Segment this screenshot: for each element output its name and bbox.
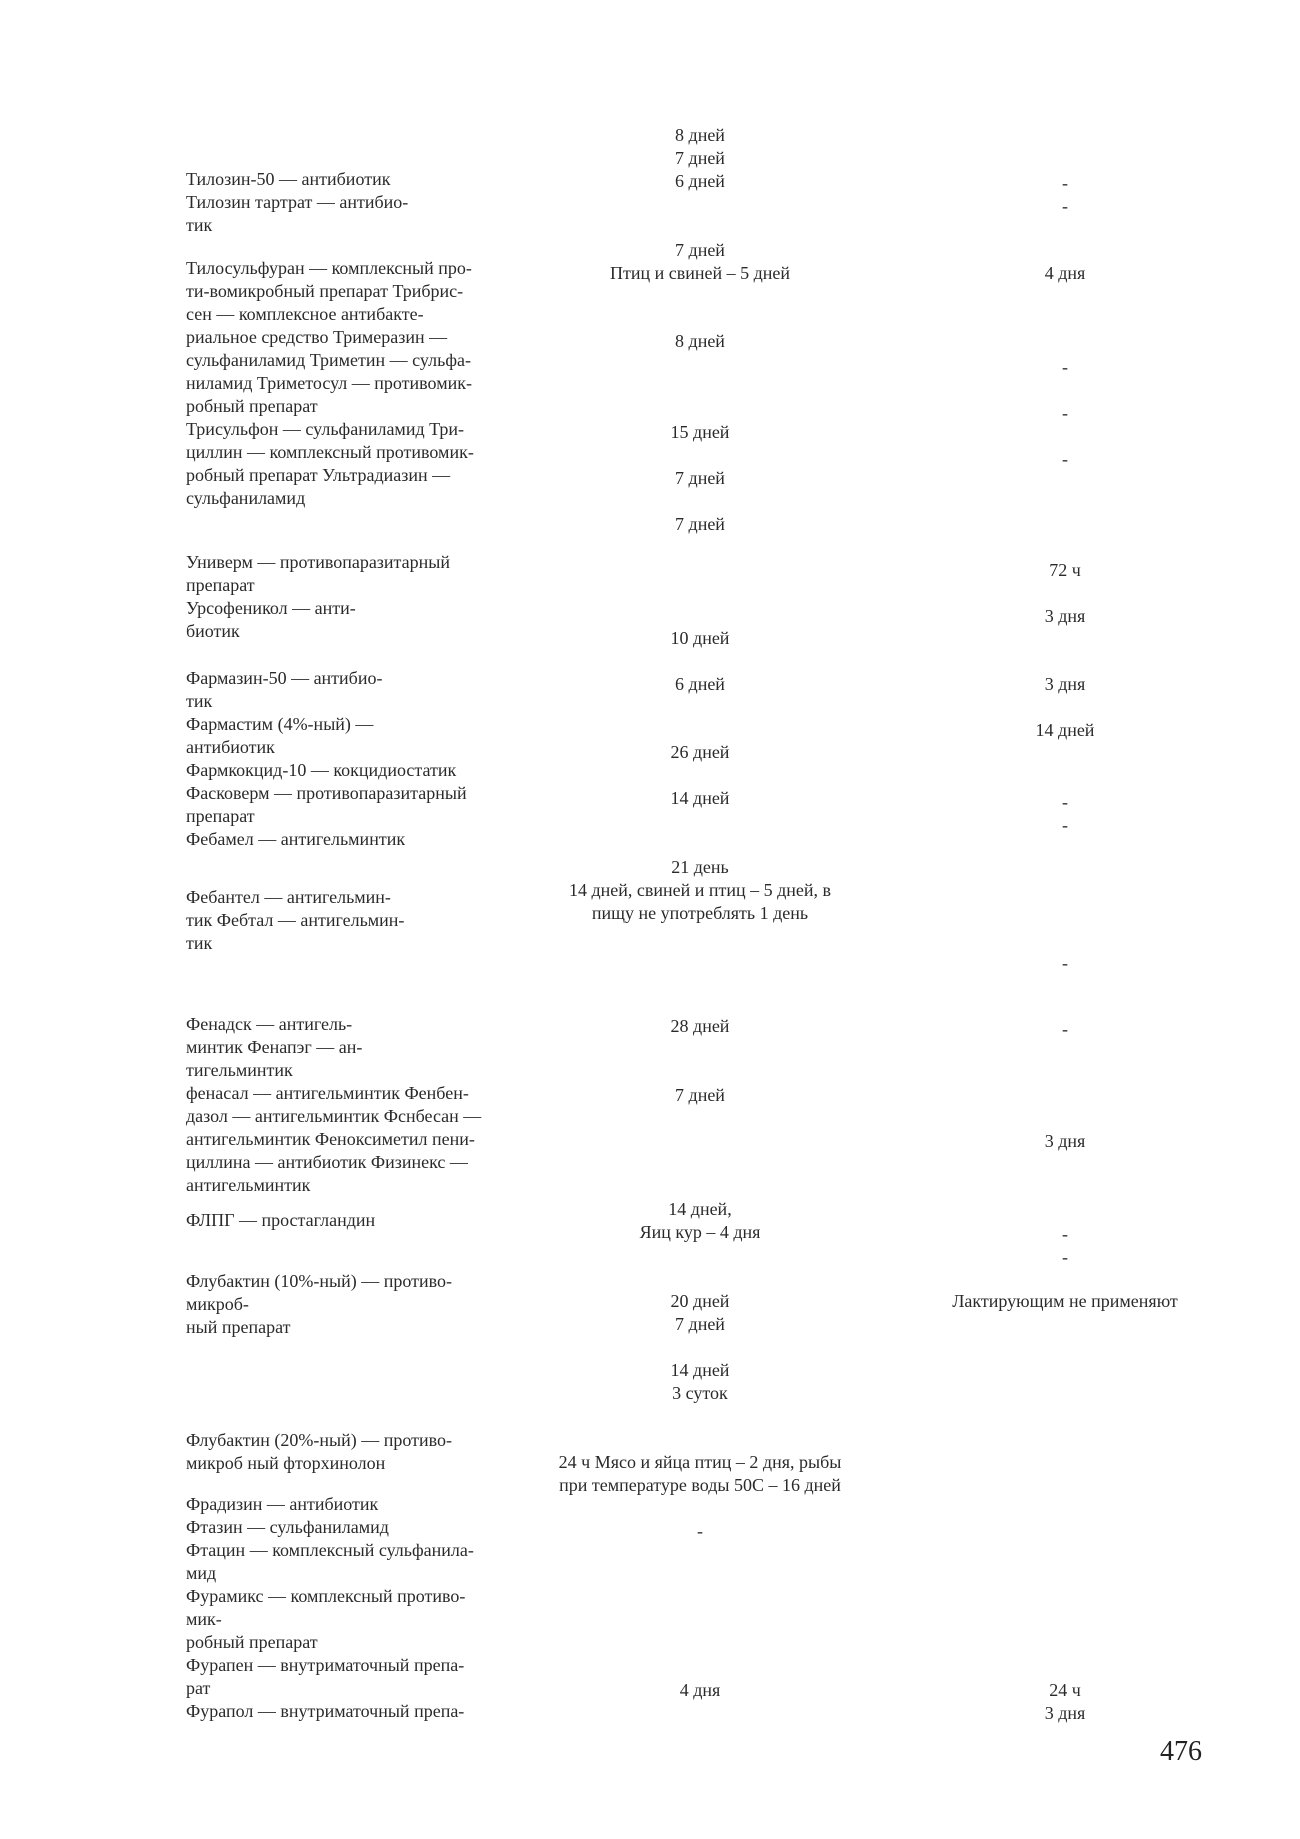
drug-name-line: Флубактин (10%-ный) — противо-	[186, 1271, 452, 1291]
withdrawal-period: 14 дней	[670, 788, 730, 808]
drug-name-line: микроб-	[186, 1294, 249, 1314]
drug-name-line: препарат	[186, 806, 255, 826]
drug-name-line: мид	[186, 1563, 217, 1583]
drug-name-line: сен — комплексное антибакте-	[186, 304, 424, 324]
drug-name-line: ти-вомикробный препарат Трибрис-	[186, 281, 464, 301]
drug-name-line: робный препарат	[186, 396, 318, 416]
milk-period: 3 дня	[1044, 674, 1086, 694]
withdrawal-period: 14 дней, свиней и птиц – 5 дней, в	[568, 880, 832, 900]
page-number: 476	[1160, 1736, 1202, 1767]
drug-name-line: препарат	[186, 575, 255, 595]
withdrawal-period: -	[697, 1521, 703, 1541]
drug-name-line: Тилосульфуран — комплексный про-	[186, 258, 472, 278]
milk-period: 3 дня	[1044, 1703, 1086, 1723]
drug-name-line: тик	[186, 691, 213, 711]
drug-name-line: минтик Фенапэг — ан-	[186, 1037, 363, 1057]
drug-name-line: фенасал — антигельминтик Фенбен-	[186, 1083, 469, 1103]
milk-period: -	[1062, 815, 1068, 835]
drug-name-line: Фармазин-50 — антибио-	[186, 668, 383, 688]
withdrawal-period: 21 день	[671, 857, 729, 877]
withdrawal-period: 7 дней	[675, 514, 725, 534]
drug-name-line: Фурапен — внутриматочный препа-	[186, 1655, 465, 1675]
withdrawal-period: 14 дней	[670, 1360, 730, 1380]
drug-name-line: тигельминтик	[186, 1060, 293, 1080]
drug-name-line: рат	[186, 1678, 211, 1698]
withdrawal-period: 20 дней	[670, 1291, 730, 1311]
withdrawal-period: 6 дней	[675, 674, 725, 694]
drug-name-line: Тилозин тартрат — антибио-	[186, 192, 409, 212]
milk-period: -	[1062, 449, 1068, 469]
withdrawal-period: 8 дней	[675, 331, 725, 351]
drug-name-line: Трисульфон — сульфаниламид Три-	[186, 419, 465, 439]
withdrawal-period: 4 дня	[679, 1680, 721, 1700]
drug-name-line: ФЛПГ — простагландин	[186, 1210, 376, 1230]
withdrawal-period: 6 дней	[675, 171, 725, 191]
withdrawal-period: 7 дней	[675, 148, 725, 168]
milk-period: -	[1062, 792, 1068, 812]
withdrawal-period: 8 дней	[675, 125, 725, 145]
withdrawal-period: 28 дней	[670, 1016, 730, 1036]
drug-name-line: ный препарат	[186, 1317, 291, 1337]
withdrawal-period: 7 дней	[675, 1314, 725, 1334]
drug-name-line: дазол — антигельминтик Фснбесан —	[186, 1106, 482, 1126]
withdrawal-period: 7 дней	[675, 468, 725, 488]
drug-name-line: робный препарат	[186, 1632, 318, 1652]
withdrawal-period: пищу не употреблять 1 день	[591, 903, 809, 923]
drug-name-line: риальное средство Тримеразин —	[186, 327, 448, 347]
milk-period: 3 дня	[1044, 606, 1086, 626]
drug-name-line: Универм — противопаразитарный	[186, 552, 450, 572]
drug-name-line: циллина — антибиотик Физинекс —	[186, 1152, 468, 1172]
drug-name-line: сульфаниламид Триметин — сульфа-	[186, 350, 471, 370]
drug-name-line: микроб ный фторхинолон	[186, 1453, 386, 1473]
withdrawal-period: 14 дней,	[668, 1199, 732, 1219]
drug-name-line: тик	[186, 215, 213, 235]
drug-name-line: биотик	[186, 621, 240, 641]
withdrawal-period: 10 дней	[670, 628, 730, 648]
drug-name-line: Фурапол — внутриматочный препа-	[186, 1701, 465, 1721]
drug-name-line: Фтазин — сульфаниламид	[186, 1517, 389, 1537]
withdrawal-period: при температуре воды 50С – 16 дней	[559, 1475, 841, 1495]
milk-period: -	[1062, 1019, 1068, 1039]
drug-name-line: сульфаниламид	[186, 488, 306, 508]
milk-period: 14 дней	[1035, 720, 1095, 740]
drug-name-line: Фармастим (4%-ный) —	[186, 714, 374, 734]
milk-period: 3 дня	[1044, 1131, 1086, 1151]
drug-name-line: Фрадизин — антибиотик	[186, 1494, 379, 1514]
drug-name-line: тик	[186, 933, 213, 953]
milk-period: -	[1062, 357, 1068, 377]
milk-period: -	[1062, 173, 1068, 193]
withdrawal-period: 3 суток	[672, 1383, 728, 1403]
withdrawal-period: 15 дней	[670, 422, 730, 442]
withdrawal-period: Птиц и свиней – 5 дней	[609, 263, 791, 283]
withdrawal-period: 26 дней	[670, 742, 730, 762]
drug-name-line: тик Фебтал — антигельмин-	[186, 910, 405, 930]
withdrawal-period: 24 ч Мясо и яйца птиц – 2 дня, рыбы	[558, 1452, 842, 1472]
milk-period: -	[1062, 403, 1068, 423]
milk-period: 72 ч	[1049, 560, 1081, 580]
drug-name-line: ниламид Триметосул — противомик-	[186, 373, 472, 393]
milk-period: -	[1062, 953, 1068, 973]
drug-name-line: антибиотик	[186, 737, 275, 757]
withdrawal-period: 7 дней	[675, 1085, 725, 1105]
drug-name-line: антигельминтик	[186, 1175, 311, 1195]
drug-name-line: Тилозин-50 — антибиотик	[186, 169, 391, 189]
drug-name-line: мик-	[186, 1609, 222, 1629]
drug-name-line: робный препарат Ультрадиазин —	[186, 465, 451, 485]
milk-period: 24 ч	[1049, 1680, 1081, 1700]
drug-name-line: Флубактин (20%-ный) — противо-	[186, 1430, 452, 1450]
milk-period: -	[1062, 1247, 1068, 1267]
drug-name-line: антигельминтик Феноксиметил пени-	[186, 1129, 475, 1149]
drug-name-line: Урсофеникол — анти-	[186, 598, 356, 618]
drug-name-line: Фенадск — антигель-	[186, 1014, 353, 1034]
withdrawal-period: 7 дней	[675, 240, 725, 260]
drug-name-line: Фармкокцид-10 — кокцидиостатик	[186, 760, 457, 780]
milk-period: -	[1062, 1224, 1068, 1244]
withdrawal-period: Яиц кур – 4 дня	[639, 1222, 761, 1242]
milk-period: Лактирующим не применяют	[952, 1291, 1178, 1311]
drug-name-line: Фасковерм — противопаразитарный	[186, 783, 467, 803]
drug-name-line: Фтацин — комплексный сульфанила-	[186, 1540, 474, 1560]
drug-name-line: циллин — комплексный противомик-	[186, 442, 474, 462]
drug-name-line: Фурамикс — комплексный противо-	[186, 1586, 466, 1606]
milk-period: 4 дня	[1044, 263, 1086, 283]
drug-name-line: Фебантел — антигельмин-	[186, 887, 391, 907]
milk-period: -	[1062, 196, 1068, 216]
drug-name-line: Фебамел — антигельминтик	[186, 829, 406, 849]
